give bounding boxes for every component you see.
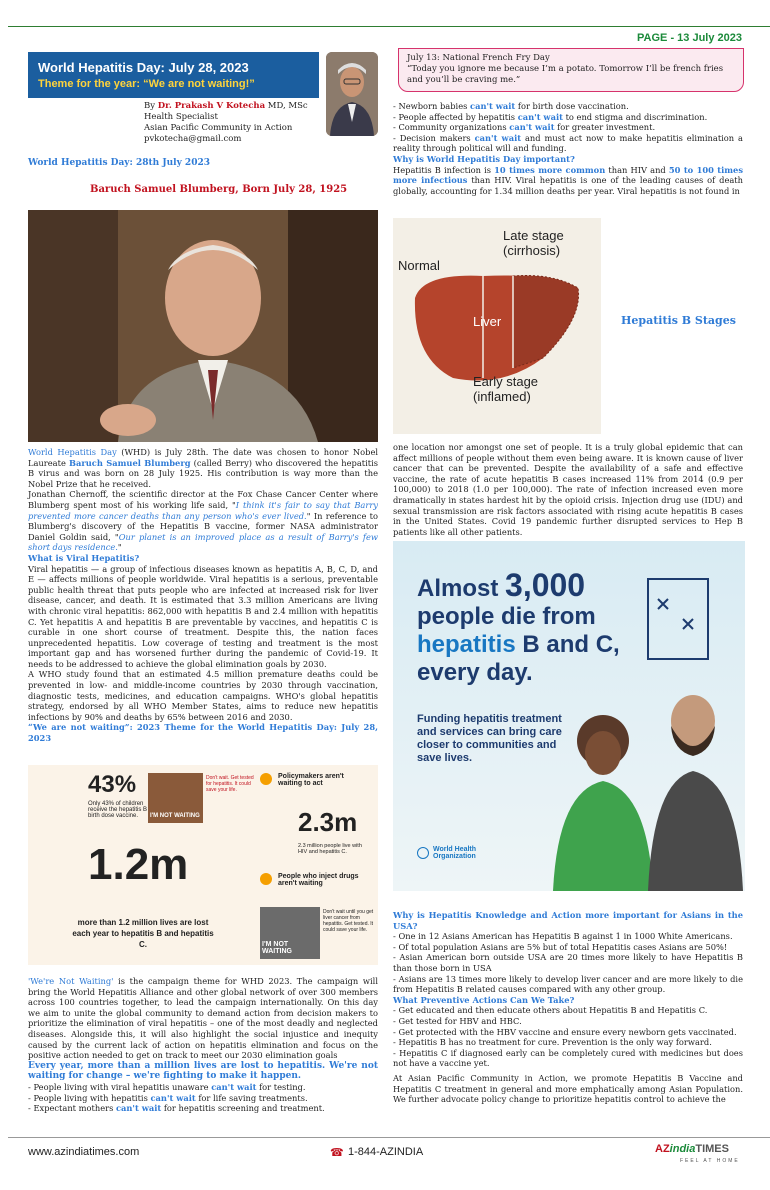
preventive-list — [393, 1005, 743, 1069]
who-headline-part: Almost — [417, 575, 506, 602]
who-headline-part: people die from — [417, 603, 596, 630]
author-credentials: MD, MSc — [267, 101, 308, 111]
poster-2 — [260, 907, 320, 959]
stat-1-2m-text: more than 1.2 million lives are lost each year to hepatitis B and hepatitis C. — [72, 918, 214, 949]
list-item: - One in 12 Asians American has Hepatitis B against 1 in 1000 White Americans. — [393, 931, 743, 942]
list-item: - Of total population Asians are 5% but of total Hepatitis cases Asians are 50%! — [393, 942, 743, 953]
author-org: Asian Pacific Community in Action — [144, 123, 293, 133]
list-item: - People affected by hepatitis can't wait to end stigma and discrimination. — [393, 112, 743, 123]
para-text: " In reference to Blumberg's discovery of the Hepatitis B vaccine, former NASA administrator Daniel Goldin said, " — [28, 510, 378, 542]
quote-text: “Today you ignore me because I’m a potato. Tomorrow I’ll be french fries and you’ll be craving me.” — [407, 64, 724, 85]
bullet-list — [393, 101, 743, 154]
list-item: - Expectant mothers can't wait for hepatitis screening and treatment. — [28, 1103, 378, 1114]
poster-1 — [148, 773, 203, 823]
list-item: - Get educated and then educate others about Hepatitis B and Hepatitis C. — [393, 1005, 743, 1016]
page-number: PAGE - 13 July 2023 — [637, 32, 742, 44]
section-heading: Why is World Hepatitis Day important? — [393, 153, 575, 164]
drugs-text: People who inject drugs aren't waiting — [278, 873, 359, 887]
who-funding-text: Funding hepatitis treatment and services can bring care closer to communities and save lives. — [417, 713, 562, 764]
list-item: - Newborn babies can't wait for birth dose vaccination. — [393, 101, 743, 112]
label-normal: Normal — [398, 258, 440, 273]
infographic — [28, 765, 378, 965]
who-hepatitis: hepatitis — [417, 631, 516, 658]
poster-2-text: I'M NOT WAITING — [262, 941, 292, 955]
chernoff-quote: I think it's fair to say that Barry prevented more cancer deaths than any person who's ever lived. — [28, 499, 378, 521]
stat-43-text: Only 43% of children receive the hepatitis B birth dose vaccine. — [88, 801, 148, 819]
quote-box — [398, 48, 744, 92]
who-headline-part: B and C, every day. — [417, 631, 620, 686]
bullet-list — [28, 1082, 378, 1114]
article-title: World Hepatitis Day: July 28, 2023 — [38, 60, 249, 75]
who-headline — [417, 567, 637, 687]
para-text: (called Berry) who discovered the hepatitis B virus and was born on 28 July 1925. His contribution is way more than the Nobel Prize that he received. — [28, 457, 378, 489]
right-column-bottom — [393, 910, 743, 1105]
phone-icon: ☎ — [330, 1147, 344, 1159]
label-liver: Liver — [473, 314, 502, 329]
who-poster — [393, 541, 745, 891]
label-early-stage: Early stage (inflamed) — [473, 374, 539, 404]
whd-link[interactable]: World Hepatitis Day — [28, 447, 117, 457]
paragraph: Viral hepatitis — a group of infectious diseases known as hepatitis A, B, C, D, and E — affects millions of people worldwide. Viral hepatitis is a serious, preventable public health threat that puts people who are infected at increased risk for liver disease, cancer, and death. It is estimated that 3.3 million Americans are living with chronic viral hepatitis: 862,000 with hepatitis B and 2.4 million with hepatitis C. Yet hepatitis A and hepatitis B are preventable by vaccines, and hepatitis C is curable in one short course of treatment. Despite this, the nation faces unprecedented hepatitis. Low coverage of testing and treatment is the most important gap and has worsened further during the pandemic of Covid-19. It needs to be addressed to achieve the global elimination goals by 2030. — [28, 563, 378, 669]
closing-paragraph: At Asian Pacific Community in Action, we promote Hepatitis B Vaccine and Hepatitis C treatment in general and more emphatically among Asian Population. We further advocate policy change to prioritize hepatitis control to achieve the — [393, 1072, 743, 1105]
campaign-name: 'We're Not Waiting' — [28, 976, 114, 986]
stat-2-3m: 2.3m — [298, 807, 358, 837]
footer-rule — [8, 1137, 770, 1138]
blumberg-photo — [28, 210, 378, 442]
list-item: - Get tested for HBV and HBC. — [393, 1016, 743, 1027]
label-late-stage: Late stage (cirrhosis) — [503, 228, 564, 258]
asian-facts-list — [393, 931, 743, 995]
liver-diagram — [393, 218, 601, 434]
footer-tagline: FEEL AT HOME — [680, 1158, 740, 1164]
list-item: - Hepatitis B has no treatment for cure. Prevention is the only way forward. — [393, 1037, 743, 1048]
poster-1-caption: Don't wait. Get tested for hepatitis. It could save your life. — [206, 775, 254, 793]
para-text: Jonathan Chernoff, the scientific director at the Fox Chase Cancer Center where Blumberg spent most of his working life said, " — [28, 489, 378, 510]
byline-by: By — [144, 101, 156, 111]
left-column-text — [28, 447, 378, 744]
author-name: Dr. Prakash V Kotecha — [157, 101, 266, 111]
blumberg-name: Baruch Samuel Blumberg — [69, 457, 191, 468]
author-email[interactable]: pvkotecha@gmail.com — [144, 134, 242, 144]
footer-phone[interactable]: 1-844-AZINDIA — [348, 1146, 424, 1158]
dateline: World Hepatitis Day: 28th July 2023 — [28, 158, 210, 168]
who-3000: 3,000 — [505, 567, 586, 603]
right-column-top: - Newborn babies can't wait for birth dose vaccination. - People affected by hepatitis can't wait to end stigma and discrimination. - Community organizations can't wait for greater investment. - Decision makers can't wait and must act now to make hepatitis elimination a reality through political will and funding. Why is World Hepatitis Day important? Hepatitis B infection is 10 times more common than HIV and 50 to 100 times more infectious than HIV. Viral hepatitis is one of the leading causes of death globally, accounting for 1.34 million deaths per year. Viral hepatitis is not found in — [393, 101, 743, 196]
list-item: - Community organizations can't wait for greater investment. — [393, 122, 743, 133]
list-item: - Asians are 13 times more likely to develop liver cancer and are more likely to die from Hepatitis B related causes compared with any other group. — [393, 974, 743, 995]
section-heading: “We are not waiting”: 2023 Theme for the World Hepatitis Day: July 28, 2023 — [28, 722, 378, 744]
person-icon — [260, 873, 272, 885]
section-heading: Why is Hepatitis Knowledge and Action more important for Asians in the USA? — [393, 910, 743, 931]
poster-1-text: I'M NOT WAITING — [150, 813, 200, 819]
list-item: - People living with viral hepatitis unaware can't wait for testing. — [28, 1082, 378, 1093]
article-title-box — [28, 52, 319, 98]
list-item: - Decision makers can't wait and must act now to make hepatitis elimination a reality through political will and funding. — [393, 133, 743, 154]
person-icon — [260, 773, 272, 785]
left-column-bottom — [28, 976, 378, 1114]
who-logo-icon — [417, 847, 429, 859]
hepatitis-b-stages-caption: Hepatitis B Stages — [621, 314, 736, 327]
stat-2-3m-text: 2.3 million people live with HIV and hepatitis C. — [298, 843, 362, 855]
stat-1-2m: 1.2m — [88, 840, 189, 889]
para-text: (WHD) is July 28th. The date was chosen to honor Nobel Laureate — [28, 447, 379, 468]
para-text: " — [117, 542, 122, 553]
who-org: World Health Organization — [433, 846, 477, 860]
right-column-mid — [393, 442, 743, 537]
footer-logo: AZindiaTIMES — [655, 1143, 729, 1155]
stat-43: 43% — [88, 771, 137, 798]
goldin-quote: Our planet is an improved place as a result of Barry's few short days residence. — [28, 531, 378, 553]
byline — [144, 101, 354, 145]
article-theme: Theme for the year: “We are not waiting!” — [38, 78, 255, 90]
section-heading: Every year, more than a million lives are lost to hepatitis. We're not waiting for change – we're fighting to make it happen. — [28, 1060, 378, 1082]
poster-2-caption: Don't wait until you get liver cancer from hepatitis. Get tested. It could save your life. — [323, 909, 374, 933]
section-heading: What Preventive Actions Can We Take? — [393, 994, 575, 1005]
policymakers-text: Policymakers aren't waiting to act — [278, 773, 344, 787]
paragraph: is the campaign theme for WHD 2023. The campaign will bring the World Hepatitis Alliance and other global network of over 300 members across 100 countries together, to lead the campaign internationally. On this day we aim to unite the global community to demand action from decision makers to prioritize the elimination of viral hepatitis – one of the most deadly and neglected diseases. Alongside this, it will also highlight the social injustice and inequity caused by the current lack of action on hepatitis elimination and focus on the positive action needed to get on track to meet our 2030 elimination goals — [28, 976, 378, 1061]
list-item: - Hepatitis C if diagnosed early can be completely cured with medicines but does not have a vaccine yet. — [393, 1048, 743, 1069]
quote-title: July 13: National French Fry Day — [407, 53, 550, 63]
list-item: - People living with hepatitis can't wait for life saving treatments. — [28, 1093, 378, 1104]
paragraph: A WHO study found that an estimated 4.5 million premature deaths could be prevented in low- and middle-income countries by 2030 through vaccination, diagnostic tests, medicines, and education campaigns. WHO's global hepatitis strategy, endorsed by all WHO Member States, aims to reduce new hepatitis infections by 90% and deaths by 65% between 2016 and 2030. — [28, 669, 378, 722]
header-rule — [8, 26, 770, 27]
author-title: Health Specialist — [144, 112, 218, 122]
section-heading: What is Viral Hepatitis? — [28, 552, 140, 563]
paragraph: one location nor amongst one set of people. It is a truly global epidemic that can affect millions of people without them even being aware. It is known cause of liver cancer that can be prevented. Despite the availability of a safe and effective vaccine, the rate of acute hepatitis B cases increased 11% from 2014 (0.9 per 100,000) to 2018 (1.0 per 100,000). The rate of infection increased even more dramatically in states hardest hit by the opioid crisis. Injection drug use (IDU) and sexual transmission are risk factors associated with rising acute hepatitis B cases in the United States. Covid 19 pandemic further disrupted services to Hep B patients like all other patients. — [393, 442, 743, 537]
photo-caption: Baruch Samuel Blumberg, Born July 28, 1925 — [90, 184, 348, 195]
list-item: - Get protected with the HBV vaccine and ensure every newborn gets vaccinated. — [393, 1027, 743, 1038]
list-item: - Asian American born outside USA are 20 times more likely to have Hepatitis B than those born in USA — [393, 952, 743, 973]
highlight: 50 to 100 times more infectious — [393, 164, 743, 186]
highlight: 10 times more common — [494, 164, 606, 175]
footer-website[interactable]: www.azindiatimes.com — [28, 1146, 140, 1158]
